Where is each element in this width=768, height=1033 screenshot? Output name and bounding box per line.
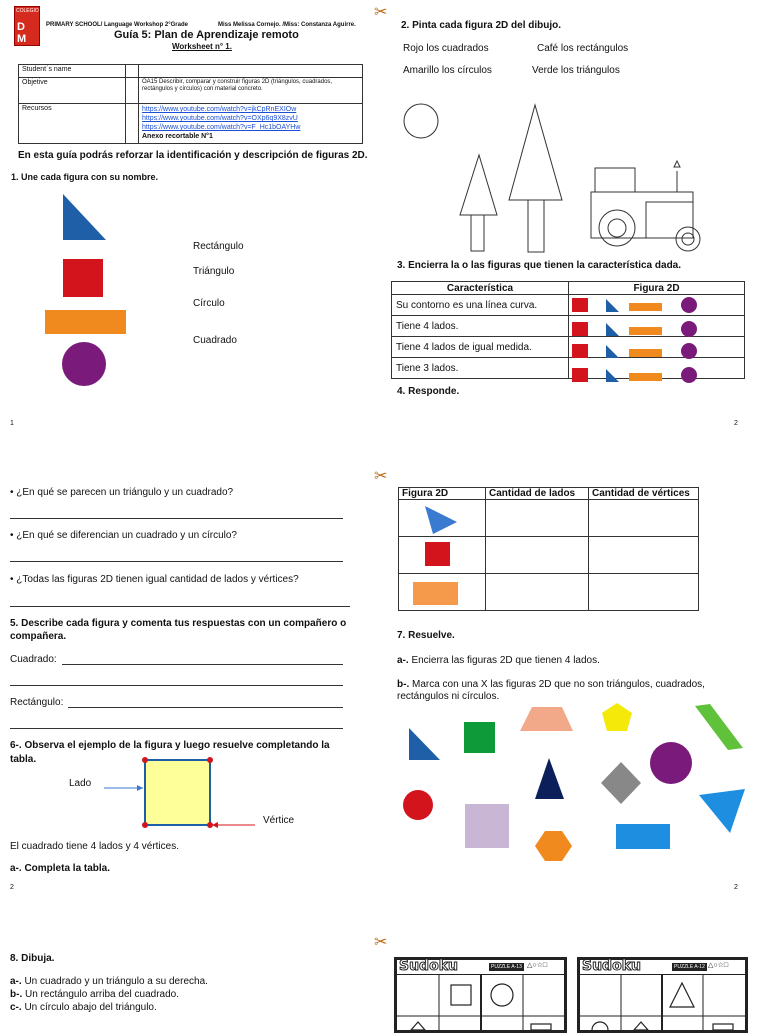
q5-heading-cont: compañera. — [10, 631, 67, 642]
q7-shapes — [395, 700, 755, 865]
color-instruction: Amarillo los círculos — [403, 65, 492, 76]
q6-statement: El cuadrado tiene 4 lados y 4 vértices. — [10, 841, 179, 852]
school-line: PRIMARY SCHOOL/ Language Workshop 2°Grade — [46, 22, 188, 28]
q4-question: • ¿Todas las figuras 2D tienen igual cantidad de lados y vértices? — [10, 574, 299, 585]
answer-line[interactable] — [10, 685, 343, 686]
sudoku-puzzle — [394, 957, 567, 1033]
vertices-input[interactable] — [589, 574, 699, 611]
q4-question: • ¿En qué se diferencian un cuadrado y un círculo? — [10, 530, 237, 541]
navy-triangle — [535, 758, 564, 799]
resource-link[interactable]: https://www.youtube.com/watch?v=jkCpRnEXIOw — [142, 106, 297, 113]
q8-item: a-. Un cuadrado y un triángulo a su derecha. — [10, 976, 208, 987]
q5-label-cuadrado: Cuadrado: — [10, 654, 57, 665]
answer-line[interactable] — [10, 561, 343, 562]
q7-b-line — [397, 679, 705, 691]
sudoku-legend: △○☆□ — [527, 962, 548, 969]
answer-line[interactable] — [10, 606, 350, 607]
shape-row — [572, 367, 697, 383]
q3-heading: 3. Encierra la o las figuras que tienen la característica dada. — [397, 260, 682, 271]
q5-heading: 5. Describe cada figura y comenta tus respuestas con un compañero o — [10, 618, 347, 629]
big-tree-trunk — [528, 200, 544, 252]
lilac-square — [465, 804, 509, 848]
page-number: 2 — [734, 420, 738, 427]
q1-shapes — [40, 190, 140, 390]
q7-a-text: Encierra las figuras 2D que tienen 4 lados. — [411, 655, 600, 666]
q4-question: • ¿En qué se parecen un triángulo y un cuadrado? — [10, 487, 234, 498]
answer-line[interactable] — [68, 707, 343, 708]
purple-circle — [650, 742, 692, 784]
green-square — [464, 722, 495, 753]
sides-input[interactable] — [486, 537, 589, 574]
sudoku-puzzle-label: PUZZLE A-13 — [491, 964, 522, 970]
tractor-small-wheel — [676, 227, 700, 251]
page-number: 2 — [734, 884, 738, 891]
blue-triangle — [409, 728, 440, 760]
gray-rhombus — [601, 762, 641, 804]
q7-a-prefix: a-. — [397, 655, 409, 666]
orange-rectangle — [413, 582, 458, 605]
characteristic-cell: Tiene 4 lados de igual medida. — [392, 337, 569, 358]
annex-label: Anexo recortable N°1 — [142, 133, 213, 140]
characteristic-cell: Su contorno es una línea curva. — [392, 295, 569, 316]
blue-triangle — [425, 506, 457, 534]
teachers-line: Miss Melissa Cornejo. /Miss: Constanza Aguirre. — [218, 22, 356, 28]
sudoku-puzzle — [577, 957, 748, 1033]
sudoku-title: Sudoku — [582, 958, 641, 974]
red-circle — [403, 790, 433, 820]
salmon-trapezoid — [520, 707, 573, 731]
answer-line[interactable] — [10, 728, 343, 729]
col-header: Cantidad de vértices — [589, 488, 699, 500]
characteristic-cell: Tiene 3 lados. — [392, 358, 569, 379]
red-square — [63, 259, 103, 297]
page-number: 2 — [10, 884, 14, 891]
intro-text: En esta guía podrás reforzar la identificación y descripción de figuras 2D. — [18, 150, 368, 161]
blue-triangle — [63, 194, 106, 240]
scissors-icon: ✂ — [374, 934, 388, 951]
sudoku-grid — [580, 974, 745, 1030]
vertices-input[interactable] — [589, 500, 699, 537]
table-shapes — [570, 294, 740, 386]
q8-heading: 8. Dibuja. — [10, 953, 55, 964]
tractor-body — [591, 192, 693, 238]
orange-rectangle — [45, 310, 126, 334]
shape-row — [572, 321, 697, 337]
tractor-cabin — [595, 168, 635, 192]
sides-input[interactable] — [486, 574, 589, 611]
q5-label-rectangulo: Rectángulo: — [10, 697, 64, 708]
tractor-big-wheel — [599, 210, 635, 246]
q1-heading: 1. Une cada figura con su nombre. — [11, 172, 159, 182]
square-example — [100, 756, 290, 832]
vertices-input[interactable] — [589, 537, 699, 574]
sudoku-title: Sudoku — [399, 958, 458, 974]
resource-link[interactable]: https://www.youtube.com/watch?v=F_Hc1bOAYHw — [142, 124, 301, 131]
figure-table-shapes — [405, 502, 475, 612]
q7-b-text: Marca con una X las figuras 2D que no son triángulos, cuadrados, — [412, 679, 705, 690]
student-name-label: Student´s name — [19, 65, 126, 78]
q6-sub-a: a-. Completa la tabla. — [10, 863, 111, 874]
exhaust-tip — [674, 161, 680, 167]
col-header: Figura 2D — [399, 488, 486, 500]
q7-a-line — [397, 655, 600, 667]
side-label: Lado — [69, 778, 92, 789]
q4-heading: 4. Responde. — [397, 386, 460, 397]
page-title: Guía 5: Plan de Aprendizaje remoto — [114, 29, 299, 41]
school-logo-text: COLEGIO — [16, 8, 39, 14]
tractor-front — [646, 202, 693, 238]
shape-row — [572, 343, 697, 359]
big-tree-top — [509, 105, 562, 200]
sudoku-grid — [397, 974, 564, 1030]
school-logo — [14, 6, 40, 46]
q6-heading: 6-. Observa el ejemplo de la figura y luego resuelve completando la — [10, 740, 330, 751]
q8-item: b-. Un rectángulo arriba del cuadrado. — [10, 989, 179, 1000]
answer-line[interactable] — [62, 664, 343, 665]
q8-item: c-. Un círculo abajo del triángulo. — [10, 1002, 157, 1013]
shape-name-triangulo: Triángulo — [193, 266, 235, 277]
yellow-pentagon — [602, 703, 632, 731]
sudoku-puzzle-label: PUZZLE A-12 — [674, 964, 705, 970]
page-number: 1 — [10, 420, 14, 427]
shape-name-circulo: Círculo — [193, 298, 225, 309]
sky-rectangle — [616, 824, 670, 849]
lime-rhombus — [695, 704, 743, 750]
resources-label: Recursos — [19, 104, 126, 144]
color-instruction: Verde los triángulos — [532, 65, 620, 76]
coloring-drawing — [395, 95, 715, 260]
q7-heading: 7. Resuelve. — [397, 630, 455, 641]
q2-heading: 2. Pinta cada figura 2D del dibujo. — [401, 20, 562, 31]
objective-label: Objetive — [19, 78, 126, 104]
col-header: Figura 2D — [569, 282, 745, 295]
sudoku-legend: △○☆□ — [708, 962, 729, 969]
vertex-label: Vértice — [263, 815, 295, 826]
info-table — [18, 64, 363, 144]
sides-input[interactable] — [486, 500, 589, 537]
q7-b-text-cont: rectángulos ni círculos. — [397, 691, 500, 702]
sky-triangle — [699, 789, 745, 833]
answer-line[interactable] — [10, 518, 343, 519]
shape-name-rectangulo: Rectángulo — [193, 241, 244, 252]
shape-name-cuadrado: Cuadrado — [193, 335, 237, 346]
resource-link[interactable]: https://www.youtube.com/watch?v=OXp6q9X8zvU — [142, 115, 298, 122]
color-instruction: Café los rectángulos — [537, 43, 629, 54]
small-tree-top — [460, 155, 497, 215]
student-name-field[interactable] — [139, 65, 363, 78]
objective-text: OA15 Describir, comparar y construir figuras 2D (triángulos, cuadrados, rectángulos y círculos) con material concreto. — [139, 78, 363, 104]
purple-circle — [62, 342, 106, 386]
scissors-icon: ✂ — [374, 4, 388, 21]
small-tree-trunk — [471, 215, 484, 251]
red-square — [425, 542, 450, 566]
q7-b-prefix: b-. — [397, 679, 410, 690]
worksheet-label: Worksheet n° 1. — [172, 42, 232, 51]
col-header: Cantidad de lados — [486, 488, 589, 500]
school-logo-mark: D M — [17, 21, 28, 45]
scissors-icon: ✂ — [374, 468, 388, 485]
sun-circle — [404, 104, 438, 138]
q6-heading-cont: tabla. — [10, 754, 37, 765]
orange-hexagon — [535, 831, 572, 861]
shape-row — [572, 297, 697, 313]
color-instruction: Rojo los cuadrados — [403, 43, 489, 54]
col-header: Característica — [392, 282, 569, 295]
characteristic-cell: Tiene 4 lados. — [392, 316, 569, 337]
